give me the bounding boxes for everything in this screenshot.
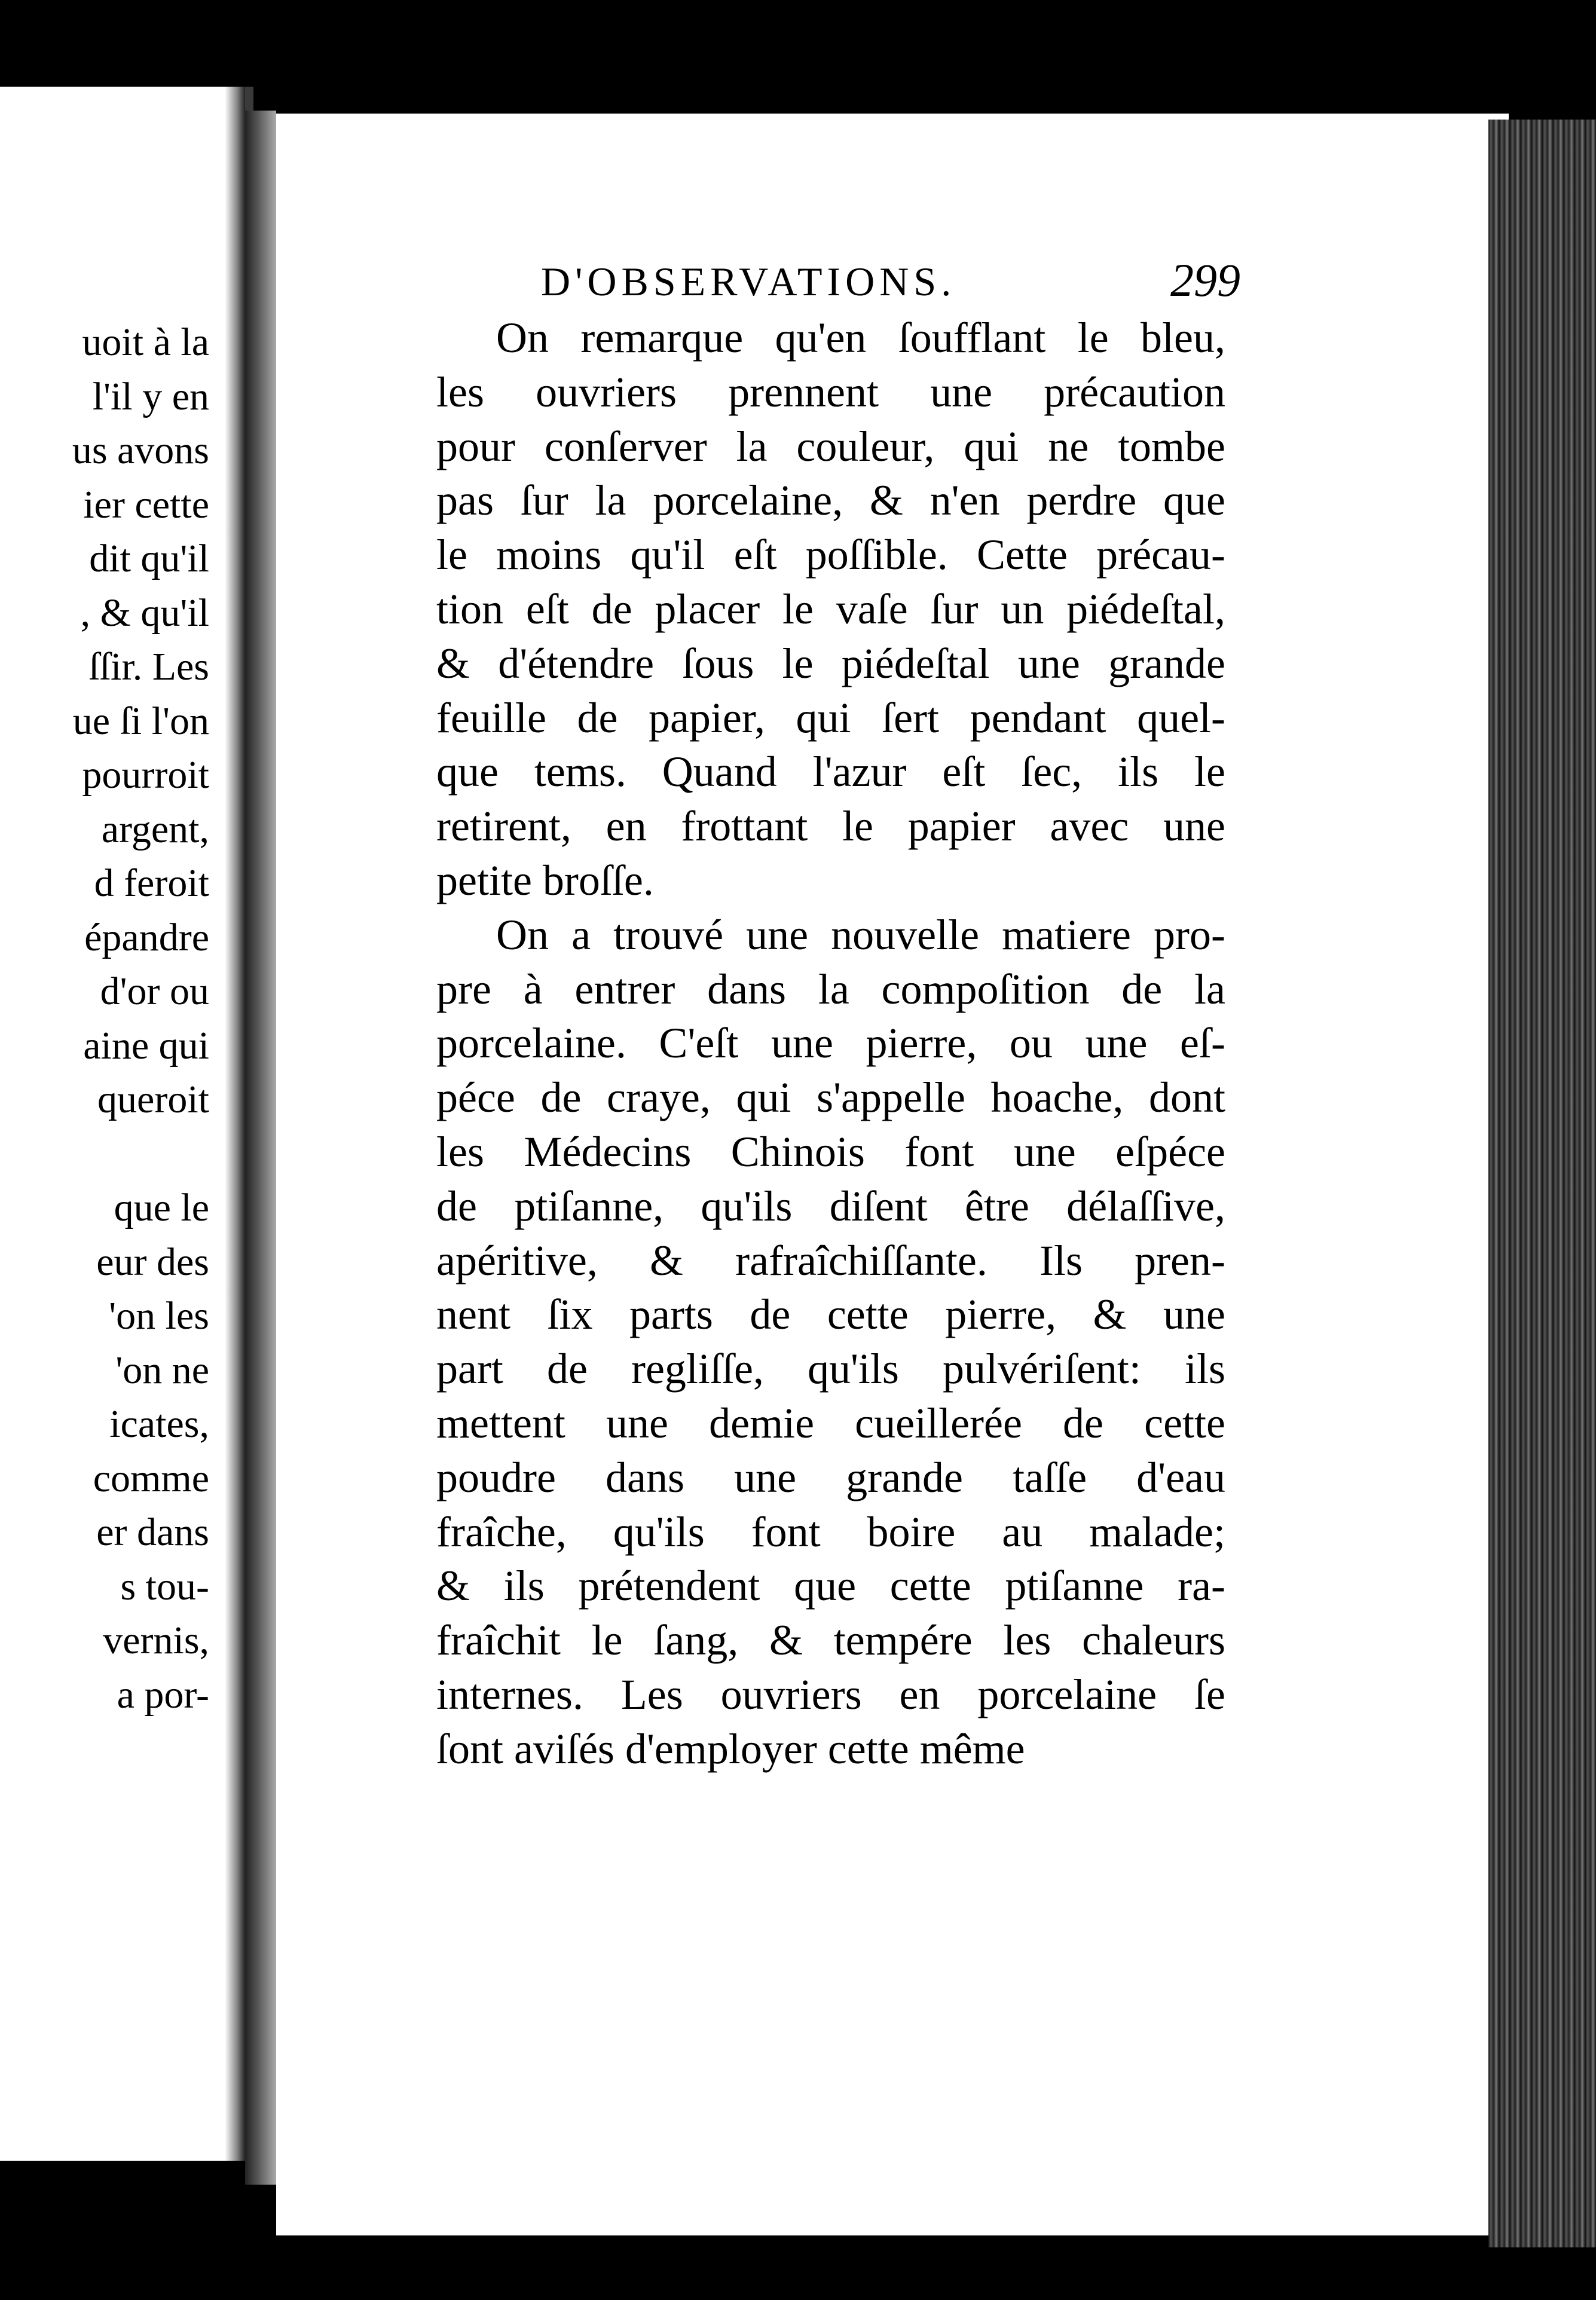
left-text-fragment: er dans — [96, 1510, 209, 1554]
text-line: retirent, en frottant le papier avec une — [436, 802, 1225, 851]
text-line: pas ſur la porcelaine, & n'en perdre que — [436, 476, 1225, 525]
left-text-fragment: épandre — [84, 915, 209, 959]
text-line: porcelaine. C'eſt une pierre, ou une eſ- — [436, 1019, 1225, 1068]
left-text-fragment: que le — [114, 1186, 209, 1229]
left-text-fragment: icates, — [109, 1402, 209, 1446]
running-head: D'OBSERVATIONS. — [541, 259, 956, 304]
page-block-edge — [1488, 120, 1596, 2247]
text-line: part de regliſſe, qu'ils pulvériſent: ils — [436, 1345, 1225, 1393]
text-line: poudre dans une grande taſſe d'eau — [436, 1453, 1225, 1501]
text-line: les Médecins Chinois font une eſpéce — [436, 1128, 1225, 1176]
left-text-fragment: eur des — [96, 1240, 209, 1284]
text-line: pre à entrer dans la compoſition de la — [436, 965, 1225, 1013]
left-text-fragment: pourroit — [82, 753, 209, 797]
left-text-fragment: argent, — [101, 807, 209, 851]
text-line: ſont aviſés d'employer cette même — [436, 1724, 1025, 1773]
left-text-fragment: uoit à la — [82, 320, 209, 364]
left-text-fragment: , & qu'il — [80, 591, 209, 635]
left-gutter — [225, 87, 245, 2161]
left-text-fragment: s tou- — [120, 1564, 209, 1608]
text-line: & d'étendre ſous le piédeſtal une grande — [436, 639, 1225, 687]
left-text-fragment: aine qui — [83, 1023, 209, 1068]
text-line: On remarque qu'en ſoufflant le bleu, — [496, 314, 1225, 362]
left-text-fragment: d feroit — [94, 861, 209, 905]
left-text-fragment: vernis, — [103, 1619, 209, 1662]
page-number: 299 — [1170, 254, 1240, 306]
left-text-fragment: us avons — [72, 429, 209, 472]
text-line: nent ſix parts de cette pierre, & une — [436, 1290, 1225, 1339]
book-fold — [245, 111, 276, 2185]
left-text-fragment: l'il y en — [92, 374, 209, 418]
left-text-fragment: ue ſi l'on — [72, 699, 209, 743]
text-line: les ouvriers prennent une précaution — [436, 368, 1225, 416]
left-text-fragment: d'or ou — [100, 969, 209, 1013]
left-text-fragment: dit qu'il — [89, 537, 209, 580]
text-line: petite broſſe. — [436, 857, 654, 904]
left-text-fragment: 'on les — [109, 1294, 209, 1338]
page-header — [541, 254, 1240, 312]
text-line: péce de craye, qui s'appelle hoache, dont — [436, 1073, 1225, 1122]
text-line: On a trouvé une nouvelle matiere pro- — [496, 910, 1225, 959]
text-line: apéritive, & rafraîchiſſante. Ils pren- — [436, 1236, 1225, 1284]
text-line: le moins qu'il eſt poſſible. Cette précau- — [436, 531, 1225, 579]
text-line: tion eſt de placer le vaſe ſur un piédeſtal, — [436, 585, 1225, 633]
text-line: fraîchit le ſang, & tempére les chaleurs — [436, 1616, 1225, 1665]
left-text-fragment: queroit — [97, 1078, 209, 1121]
text-line: & ils prétendent que cette ptiſanne ra- — [436, 1562, 1225, 1610]
text-line: fraîche, qu'ils font boire au malade; — [436, 1507, 1225, 1556]
left-text-fragment: comme — [93, 1456, 209, 1500]
text-line: internes. Les ouvriers en porcelaine ſe — [436, 1671, 1225, 1718]
left-text-fragment: ier cette — [83, 482, 209, 527]
text-line: feuille de papier, qui ſert pendant quel- — [436, 693, 1225, 742]
text-line: que tems. Quand l'azur eſt ſec, ils le — [436, 748, 1225, 796]
left-text-fragment: 'on ne — [115, 1348, 209, 1392]
text-line: pour conſerver la couleur, qui ne tombe — [436, 422, 1225, 470]
left-text-fragment: a por- — [117, 1672, 209, 1717]
left-page — [0, 87, 253, 2161]
text-line: de ptiſanne, qu'ils diſent être délaſſive, — [436, 1182, 1225, 1230]
text-line: mettent une demie cueillerée de cette — [436, 1399, 1225, 1447]
left-text-fragment: ſſir. Les — [88, 645, 209, 689]
